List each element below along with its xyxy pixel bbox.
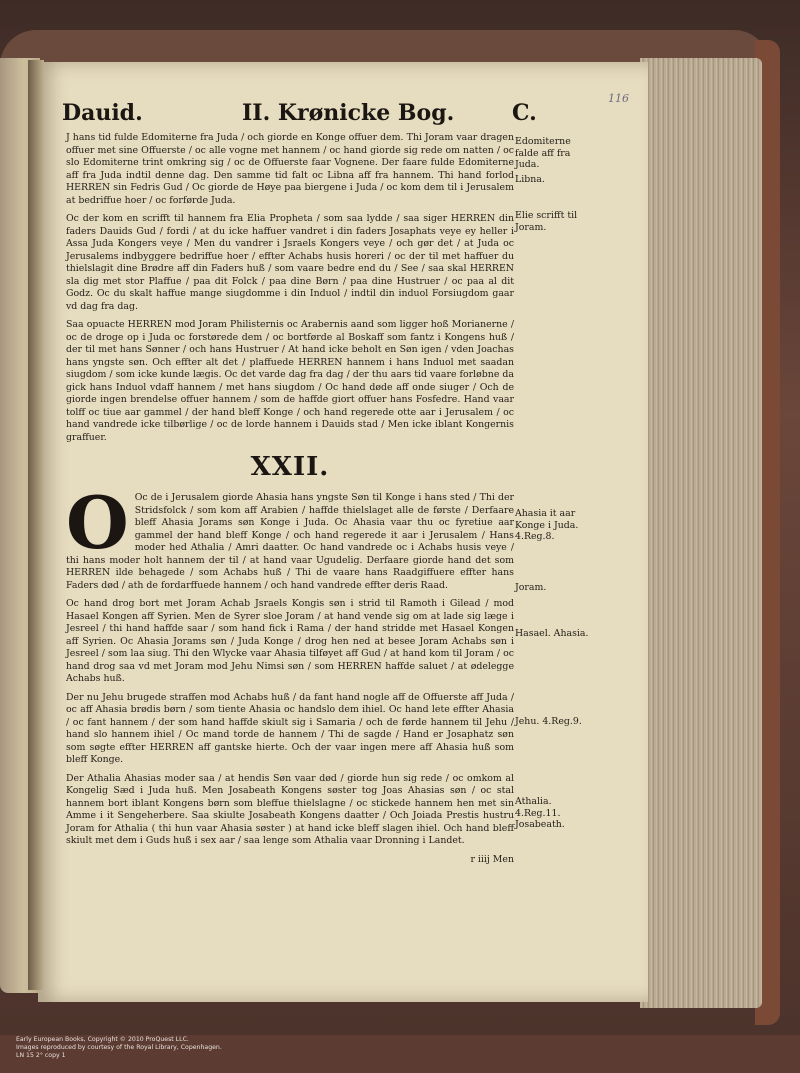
- margin-note: Athalia. 4.Reg.11. Josabeath.: [515, 796, 565, 830]
- chapter-heading: XXII.: [250, 452, 330, 482]
- margin-note: Edomiterne falde aff fra Juda.: [515, 136, 571, 170]
- folio-number: 116: [608, 92, 629, 105]
- chapter-paragraph: Der Athalia Ahasias moder saa / at hendis Søn vaar død / giorde hun sig rede / oc omkom al Kongelig Sæd i Juda huß. Men Josabeath Kongens søster tog Joas Ahasias søn / oc stal hannem bort iblant Kongens børn som bleffue thielslagne / oc stickede hannem hen met sin Amme i it Sengeherbere. Saa skiulte Josabeath Kongens daatter / Och Joiada Prestis hustru Joram for Athalia ( thi hun vaar Ahasia søster ) at hand icke bleff slagen ihiel. Och hand bleff skiult met dem i Guds huß i sex aar / saa lenge som Athalia vaar Dronning i Landet.: [66, 772, 514, 846]
- dropcap-initial: O: [66, 480, 129, 565]
- credit-source: Images reproduced by courtesy of the Royal Library, Copenhagen.: [16, 1044, 222, 1051]
- paragraph: J hans tid fulde Edomiterne fra Juda / och giorde en Konge offuer dem. Thi Joram vaar dragen offuer met sine Offuerste / oc alle vogne met hannem / oc hand giorde sig rede om natten / oc slo Edomiterne trint omkring sig / oc de Offuerste faar Vognene. Der faare fulde Edomiterne aff fra Juda indtil denne dag. Den samme tid falt oc Libna aff fra hannem. Thi hand forlod HERREN sin Fedris Gud / Oc giorde de Høye paa biergene i Juda / oc kom dem til i Jerusalem at bedriffue hoer / oc forførde Juda.: [66, 132, 514, 206]
- header-signature: C.: [512, 100, 537, 126]
- running-header: [62, 100, 622, 134]
- credit-line: [16, 1036, 416, 1060]
- book-gutter: [28, 60, 44, 990]
- catchword: r iiij Men: [470, 853, 514, 865]
- paragraph: Oc der kom en scrifft til hannem fra Elia Propheta / som saa lydde / saa siger HERREN din faders Dauids Gud / fordi / at du icke haffuer vandret i din faders Josaphats veye ey heller i Assa Juda Kongers veye / Men du vandrer i Jsraels Kongers veye / och gør det / at Juda oc Jerusalems indbyggere bedriffue hoer / effter Achabs husis horeri / oc der til met haffuer du thielslagit dine Brødre aff din Faders huß / som vaare bedre end du / See / saa skal HERREN sla dig met stor Plaffue / paa dit Folck / paa dine Børn / paa dine Hustruer / oc paa al dit Godz. Oc du skalt haffue mange siugdomme i din Induol / indtil din induol Forsiugdom gaar vd dag fra dag.: [66, 213, 514, 312]
- text-column: [66, 132, 514, 865]
- margin-note: Joram.: [515, 582, 547, 593]
- chapter-paragraph: Oc hand drog bort met Joram Achab Jsraels Kongis søn i strid til Ramoth i Gilead / mod Hasael Kongen aff Syrien. Men de Syrer sloe Joram / at hand vende sig om at lade sig læge i Jesreel / thi hand haffde saar / som hand fick i Rama / der hand stridde met Hasael Kongen aff Syrien. Oc Ahasia Jorams søn / Juda Konge / drog hen ned at besee Joram Achabs søn i Jesreel / som laa siug. Thi den Wlycke vaar Ahasia tilføyet aff Gud / at hand kom til Joram / oc hand drog saa vd met Joram mod Jehu Nimsi søn / som HERREN haffde saluet / at ødelegge Achabs huß.: [66, 598, 514, 684]
- margin-note: Libna.: [515, 174, 545, 185]
- margin-note: Ahasia it aar Konge i Juda. 4.Reg.8.: [515, 508, 579, 542]
- credit-copyright: Early European Books, Copyright © 2010 ProQuest LLC.: [16, 1036, 189, 1043]
- chapter-paragraph: Der nu Jehu brugede straffen mod Achabs huß / da fant hand nogle aff de Offuerste aff Juda / oc aff Ahasia brødis børn / som tiente Ahasia oc handslo dem ihiel. Oc hand lete effter Ahasia / oc fant hannem / der som hand haffde skiult sig i Samaria / och de førde hannem til Jehu / hand slo hannem ihiel / Oc mand torde de hannem / Thi de sagde / Hand er Josaphatz søn som søgte effter HERREN aff gantske hierte. Och der vaar ingen mere aff Ahasia huß som bleff Konge.: [66, 691, 514, 765]
- paragraph: Saa opuacte HERREN mod Joram Philisternis oc Arabernis aand som ligger hoß Morianerne / oc de droge op i Juda oc forstørede dem / oc bortførde al Boskaff som fantz i Kongens huß / der til met hans Sønner / och hans Hustruer / At hand icke beholt en Søn igen / vden Joachas hans yngste søn. Och effter alt det / plaffuede HERREN hannem i hans Induol met saadan siugdom / som icke kunde lægis. Oc det varde dag fra dag / der thu aars tid vaare forløbne da gick hans Induol vdaff hannem / met hans siugdom / Oc hand døde aff onde siuger / Och de giorde ingen brendelse offuer hannem / som de haffde giort offuer hans Fosfedre. Hand vaar tolff oc tiue aar gammel / der hand bleff Konge / och hand regerede otte aar i Jerusalem / oc hand vandrede icke tilbørlige / oc de lorde hannem i Dauids stad / Men icke iblant Kongernis graffuer.: [66, 319, 514, 443]
- margin-note: Elie scrifft til Joram.: [515, 210, 578, 233]
- header-title: II. Krønicke Bog.: [242, 100, 455, 126]
- margin-note: Jehu. 4.Reg.9.: [515, 716, 582, 727]
- chapter-paragraph: [66, 480, 514, 592]
- credit-shelfmark: LN 15 2° copy 1: [16, 1052, 66, 1059]
- header-left: Dauid.: [62, 100, 143, 126]
- margin-note: Hasael. Ahasia.: [515, 628, 589, 639]
- chapter-paragraph-text: Oc de i Jerusalem giorde Ahasia hans yngste Søn til Konge i hans sted / Thi der Stridsfolck / som kom aff Arabien / haffde thielslaget alle de første / Derfaare bleff Ahasia Jorams søn Konge i Juda. Oc Ahasia vaar thu oc fyretiue aar gammel der hand bleff Konge / och hand regerede it aar i Jerusalem / Hans moder hed Athalia / Amri daatter. Oc hand vandrede oc i Achabs husis veye / thi hans moder holt hannem der til / at hand vaar Ugudelig. Derfaare giorde hand det som HERREN ilde behagede / som Achabs huß / Thi de vaare hans Raadgiffuere effter hans Faders død / ath de fordarffuede hannem / och hand vandrede effter deris Raad.: [66, 492, 514, 591]
- page-fore-edge: [640, 58, 762, 1008]
